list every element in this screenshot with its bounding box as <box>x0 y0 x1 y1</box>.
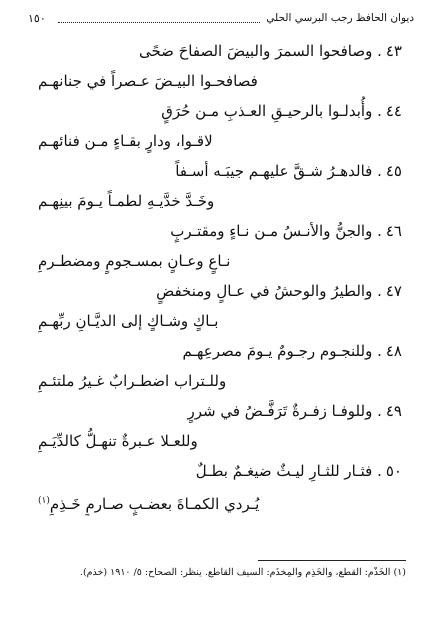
verse-47-second-hemistich: بـاكٍ وشـاكٍ إلى الديَّـانِ ربِّهـمِ <box>38 312 219 330</box>
verse-49-second-hemistich: وللعـلا عـبرةٌ تنهـلُّ كالدِّيَـمِ <box>38 432 198 450</box>
verse-48-first-hemistich: ٤٨. وللنجـوم رجـومٌ يـومَ مصرعِهـم <box>182 342 402 360</box>
verse-48-second-hemistich: وللـتراب اضطـرابٌ غـيرُ ملتئـمِ <box>38 372 227 390</box>
verse-43-second-hemistich: فصافحـوا البيـضَ عـصراً في جنانهـم <box>38 72 258 90</box>
verse-50-first-hemistich: ٥٠. فثـار للثـارِ ليـثٌ ضيغـمٌ بطـلٌ <box>195 462 402 480</box>
page-number: ١٥٠ <box>28 11 46 25</box>
verse-49-first-hemistich: ٤٩. وللوفـا زفـرةٌ تَرَفَّـضُ في شررٍ <box>187 402 402 420</box>
verse-43-first-hemistich: ٤٣. وصافحوا السمرَ والبيضَ الصفاحَ ضحًى <box>138 42 402 60</box>
poem-verses <box>38 36 402 516</box>
verse-45-second-hemistich: وخَـدَّ خدَّيـهِ لطمـاً يـومَ بينِهـم <box>38 192 215 210</box>
verse-45-first-hemistich: ٤٥. فالدهـرُ شـقَّ عليهـم جيبَـه أسـفاً <box>175 162 402 180</box>
verse-47-first-hemistich: ٤٧. والطيرُ والوحشُ في عـالٍ ومنخفضٍ <box>156 282 402 300</box>
verse-44-second-hemistich: لاقـوا، ودارٍ بقـاءٍ مـن فنائهـم <box>38 132 213 150</box>
verse-44-first-hemistich: ٤٤. وأُبدلـوا بالرحيـقِ العـذبِ مـن حُرَقٍ <box>161 102 402 120</box>
footnote-marker[interactable]: (١) <box>38 496 50 506</box>
book-title: ديوان الحافظ رجب البرسي الحلي <box>266 12 414 24</box>
verse-46-second-hemistich: نـاعٍ وعـانٍ بمسـجومٍ ومضطـرمِ <box>38 252 231 270</box>
footnote-text: (١) الخَذْم: القطع، والخَذِم والمِخذَم: السيف القاطع. ينظر: الصحاح: ٥/ ١٩١٠ (خذم). <box>79 567 406 578</box>
page-header <box>28 10 414 26</box>
verse-46-first-hemistich: ٤٦. والجنُّ والأنـسُ مـن نـاءٍ ومقتـربٍ <box>170 222 402 240</box>
footnote-separator <box>258 560 406 561</box>
verse-50-second-hemistich: يُـردي الكمـاةَ بعضـبٍ صـارمٍ خَـذِمِ$^{(١)}$ <box>38 495 260 513</box>
header-dotted-leader <box>58 14 261 23</box>
